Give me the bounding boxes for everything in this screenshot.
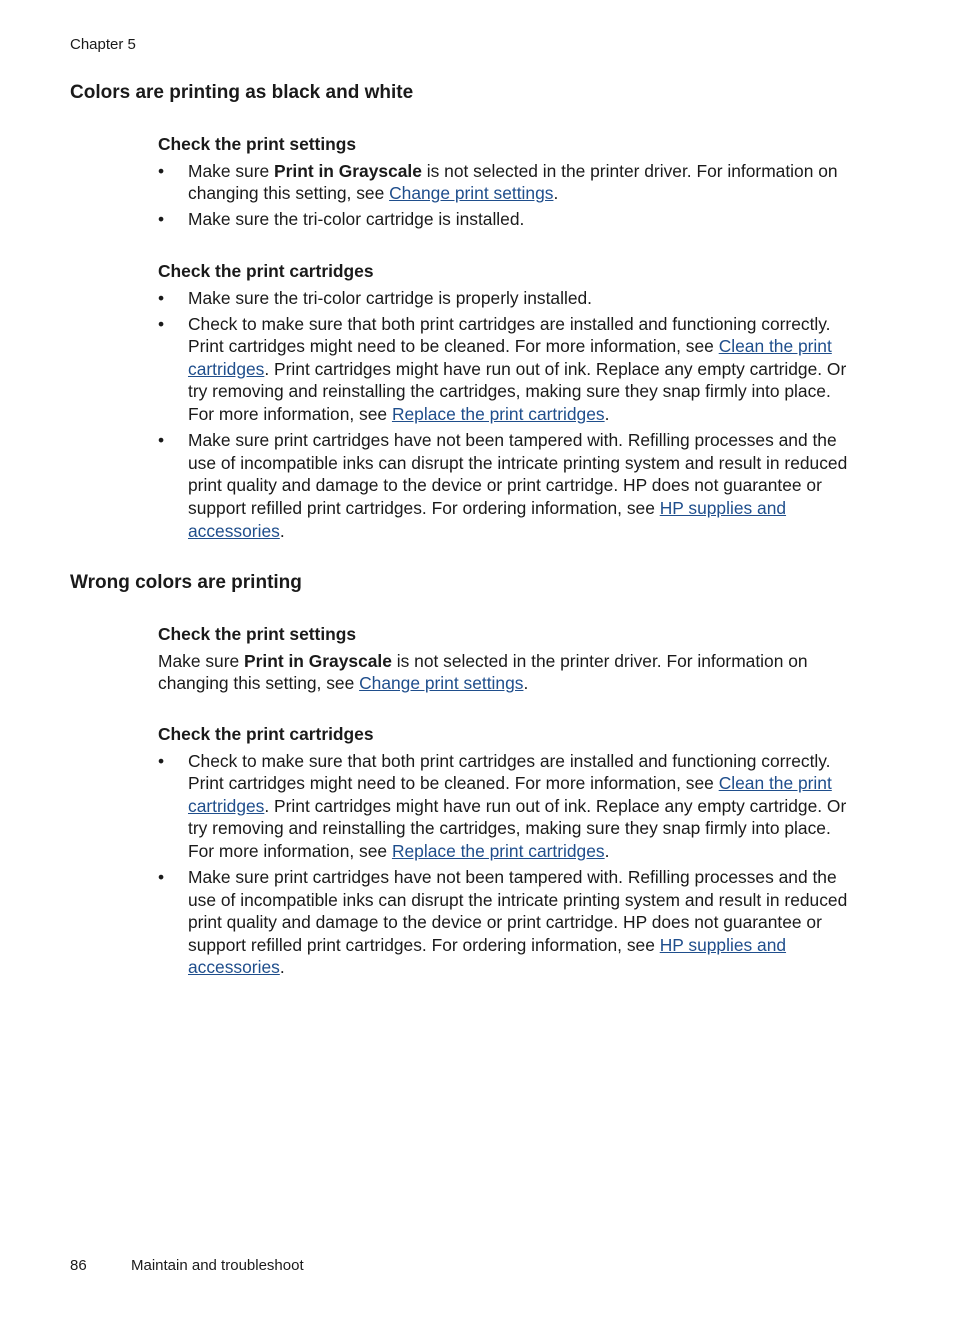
setting-name: Print in Grayscale: [244, 650, 392, 671]
section2-print-settings: [158, 623, 858, 695]
footer-chapter-title: Maintain and troubleshoot: [131, 1257, 304, 1274]
bullet-list: [158, 750, 858, 979]
list-item: • Make sure the tri-color cartridge is properly installed.: [158, 287, 593, 308]
change-print-settings-link[interactable]: Change print settings: [359, 673, 524, 694]
clean-print-cartridges-link[interactable]: Clean the print cartridges: [188, 773, 832, 816]
list-item: • Check to make sure that both print cartridges are installed and functioning correctly. Print cartridges might need to be cleaned. For more information, see Clean the print cartridges. Print cartridges might have run out of ink. Replace any empty cartridge. Or try removing and reinstalling the cartridges, making sure they snap firmly into place. For more information, see Replace the print cartridges.: [158, 750, 847, 861]
subheading-check-print-settings: Check the print settings: [158, 134, 357, 154]
bullet-marker: •: [158, 430, 165, 451]
list-item: • Make sure Print in Grayscale is not selected in the printer driver. For information on changing this setting, see Change print settings.: [158, 160, 838, 204]
list-item: • Make sure the tri-color cartridge is installed.: [158, 209, 525, 230]
subheading-check-print-settings: Check the print settings: [158, 624, 357, 644]
subheading-check-print-cartridges: Check the print cartridges: [158, 724, 374, 744]
bullet-marker: •: [158, 750, 165, 771]
hp-supplies-link[interactable]: HP supplies and accessories: [188, 497, 787, 541]
section-title-wrong-colors: Wrong colors are printing: [70, 572, 302, 593]
bullet-marker: •: [158, 867, 165, 888]
setting-name: Print in Grayscale: [274, 160, 422, 181]
subheading-check-print-cartridges: Check the print cartridges: [158, 261, 374, 281]
change-print-settings-link[interactable]: Change print settings: [389, 183, 554, 204]
page-number: 86: [70, 1257, 87, 1274]
section2-print-cartridges: [158, 723, 858, 983]
bullet-marker: •: [158, 313, 165, 334]
chapter-label: Chapter 5: [70, 36, 136, 53]
bullet-marker: •: [158, 287, 165, 308]
section-title-colors-black-white: Colors are printing as black and white: [70, 82, 414, 103]
bullet-marker: •: [158, 160, 165, 181]
paragraph: Make sure Print in Grayscale is not selected in the printer driver. For information on changing this setting, see Change print settings.: [158, 650, 808, 694]
bullet-marker: •: [158, 209, 165, 230]
clean-print-cartridges-link[interactable]: Clean the print cartridges: [188, 336, 832, 379]
hp-supplies-link[interactable]: HP supplies and accessories: [188, 934, 787, 978]
page-footer: [70, 1257, 304, 1275]
bullet-list: [158, 287, 858, 543]
list-item: • Check to make sure that both print cartridges are installed and functioning correctly. Print cartridges might need to be cleaned. For more information, see Clean the print cartridges. Print cartridges might have run out of ink. Replace any empty cartridge. Or try removing and reinstalling the cartridges, making sure they snap firmly into place. For more information, see Replace the print cartridges.: [158, 313, 847, 425]
section1-print-cartridges: [158, 260, 858, 546]
bullet-list: [158, 160, 858, 231]
section1-print-settings: [158, 133, 858, 234]
list-item: • Make sure print cartridges have not been tampered with. Refilling processes and the use of incompatible inks can disrupt the intricate printing system and result in reduced print quality and damage to the device or print cartridge. HP does not guarantee or support refilled print cartridges. For ordering information, see HP supplies and accessories.: [158, 430, 848, 541]
replace-print-cartridges-link[interactable]: Replace the print cartridges: [391, 404, 605, 425]
replace-print-cartridges-link[interactable]: Replace the print cartridges: [391, 840, 605, 861]
list-item: • Make sure print cartridges have not been tampered with. Refilling processes and the use of incompatible inks can disrupt the intricate printing system and result in reduced print quality and damage to the device or print cartridge. HP does not guarantee or support refilled print cartridges. For ordering information, see HP supplies and accessories.: [158, 867, 848, 978]
